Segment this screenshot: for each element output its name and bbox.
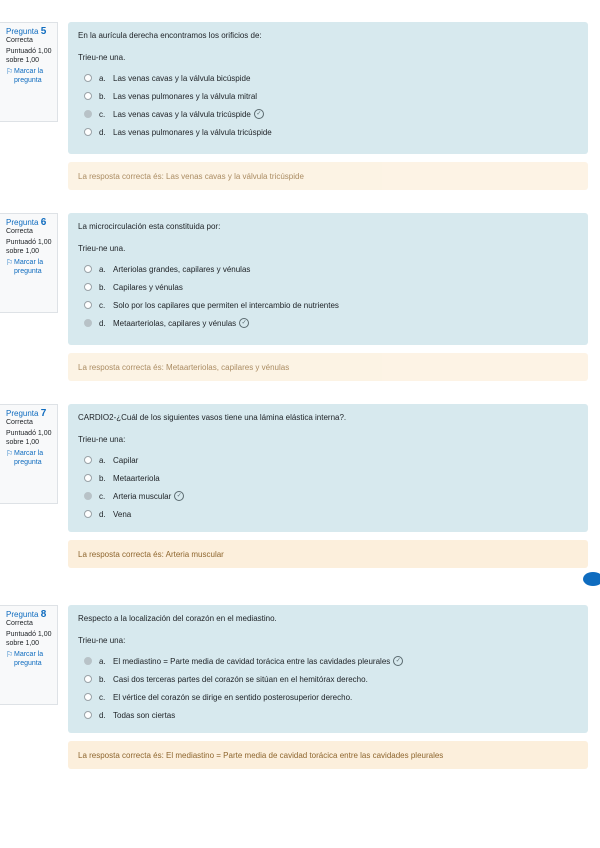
radio-button[interactable] [84, 474, 92, 482]
flag-question-link[interactable] [6, 650, 57, 668]
radio-button[interactable] [84, 74, 92, 82]
question-content [68, 605, 588, 769]
flag-label: Marcar la pregunta [14, 651, 44, 667]
flag-icon: ⚐ [6, 258, 14, 267]
question-mark: Puntuadó 1,00 sobre 1,00 [6, 430, 52, 446]
flag-icon: ⚐ [6, 67, 14, 76]
answer-text: El mediastino = Parte media de cavidad torácica entre las cavidades pleurales [113, 656, 391, 666]
radio-button-selected[interactable] [84, 492, 92, 500]
radio-button[interactable] [84, 92, 92, 100]
answer-option[interactable] [78, 296, 578, 314]
answer-letter: b. [99, 282, 106, 292]
scroll-to-top-button[interactable] [583, 572, 600, 586]
question-text: Respecto a la localización del corazón en el mediastino. [78, 614, 277, 623]
flag-question-link[interactable] [6, 258, 57, 276]
answer-text: Las venas pulmonares y la válvula mitral [113, 91, 258, 101]
answer-text: Solo por los capilares que permiten el intercambio de nutrientes [113, 300, 339, 310]
answer-option[interactable] [78, 87, 578, 105]
answer-text: Metaarteriola [113, 473, 160, 483]
question-state: Correcta [6, 620, 33, 627]
question-state: Correcta [6, 37, 33, 44]
answer-text: Capilares y vénulas [113, 282, 183, 292]
check-circle-icon: ✓ [174, 491, 184, 501]
flag-icon: ⚐ [6, 449, 14, 458]
question-content [68, 213, 588, 381]
answer-letter: b. [99, 674, 106, 684]
radio-button[interactable] [84, 283, 92, 291]
answer-letter: d. [99, 509, 106, 519]
question-info [0, 605, 58, 705]
answer-option[interactable] [78, 451, 578, 469]
flag-icon: ⚐ [6, 650, 14, 659]
answer-option[interactable] [78, 314, 578, 332]
question-mark: Puntuadó 1,00 sobre 1,00 [6, 48, 52, 64]
correct-answer-feedback: La resposta correcta és: El mediastino = Parte media de cavidad torácica entre las cavidades pleurales [68, 741, 588, 769]
answer-text: Las venas pulmonares y la válvula tricúspide [113, 127, 272, 137]
answer-text: Casi dos terceras partes del corazón se sitúan en el hemitórax derecho. [113, 674, 368, 684]
answer-option[interactable] [78, 706, 578, 724]
answer-option[interactable] [78, 278, 578, 296]
answer-option[interactable] [78, 469, 578, 487]
answer-letter: d. [99, 710, 106, 720]
check-circle-icon: ✓ [239, 318, 249, 328]
answer-letter: d. [99, 127, 106, 137]
answer-prompt: Trieu-ne una: [78, 435, 126, 444]
answer-letter: b. [99, 91, 106, 101]
answer-letter: c. [99, 692, 106, 702]
answer-option[interactable] [78, 260, 578, 278]
answer-text: Arteriolas grandes, capilares y vénulas [113, 264, 251, 274]
radio-button-selected[interactable] [84, 657, 92, 665]
question-label: Pregunta [6, 218, 39, 227]
answer-letter: a. [99, 264, 106, 274]
answer-letter: a. [99, 656, 106, 666]
answer-option[interactable] [78, 652, 578, 670]
flag-question-link[interactable] [6, 67, 57, 85]
radio-button[interactable] [84, 265, 92, 273]
question-mark: Puntuadó 1,00 sobre 1,00 [6, 631, 52, 647]
answer-letter: c. [99, 491, 106, 501]
answer-prompt: Trieu-ne una. [78, 53, 126, 62]
question-content [68, 22, 588, 190]
flag-label: Marcar la pregunta [14, 68, 44, 84]
radio-button[interactable] [84, 711, 92, 719]
answer-letter: a. [99, 73, 106, 83]
radio-button[interactable] [84, 128, 92, 136]
answer-letter: c. [99, 300, 106, 310]
answer-text: Todas son ciertas [113, 710, 176, 720]
answer-prompt: Trieu-ne una: [78, 636, 126, 645]
question-label: Pregunta [6, 409, 39, 418]
question-number: 8 [40, 609, 47, 620]
radio-button[interactable] [84, 456, 92, 464]
question-content [68, 404, 588, 568]
answer-letter: a. [99, 455, 106, 465]
question-label: Pregunta [6, 27, 39, 36]
correct-answer-feedback: La resposta correcta és: Metaarteriolas, capilares y vénulas [68, 353, 588, 381]
radio-button[interactable] [84, 675, 92, 683]
radio-button-selected[interactable] [84, 110, 92, 118]
answer-letter: b. [99, 473, 106, 483]
flag-label: Marcar la pregunta [14, 450, 44, 466]
question-text: CARDIO2-¿Cuál de los siguientes vasos tiene una lámina elástica interna?. [78, 413, 347, 422]
radio-button[interactable] [84, 693, 92, 701]
question-info [0, 22, 58, 122]
answer-option[interactable] [78, 123, 578, 141]
answer-letter: d. [99, 318, 106, 328]
radio-button-selected[interactable] [84, 319, 92, 327]
answer-option[interactable] [78, 670, 578, 688]
question-mark: Puntuadó 1,00 sobre 1,00 [6, 239, 52, 255]
question-formulation [68, 605, 588, 733]
question-number: 6 [40, 217, 47, 228]
answer-text: Vena [113, 509, 132, 519]
answer-letter: c. [99, 109, 106, 119]
question-state: Correcta [6, 419, 33, 426]
question-info [0, 213, 58, 313]
check-circle-icon: ✓ [254, 109, 264, 119]
radio-button[interactable] [84, 301, 92, 309]
check-circle-icon: ✓ [393, 656, 403, 666]
answer-text: Capilar [113, 455, 139, 465]
answer-text: Las venas cavas y la válvula tricúspide [113, 109, 251, 119]
question-number: 5 [40, 26, 47, 37]
answer-text: Las venas cavas y la válvula bicúspide [113, 73, 251, 83]
answer-option[interactable] [78, 105, 578, 123]
answer-option[interactable] [78, 505, 578, 523]
answer-text: El vértice del corazón se dirige en sentido posterosuperior derecho. [113, 692, 353, 702]
question-info [0, 404, 58, 504]
question-formulation [68, 22, 588, 154]
answer-option[interactable] [78, 69, 578, 87]
answer-option[interactable] [78, 487, 578, 505]
question-formulation [68, 404, 588, 532]
question-text: En la aurícula derecha encontramos los orificios de: [78, 31, 262, 40]
question-formulation [68, 213, 588, 345]
answer-text: Arteria muscular [113, 491, 172, 501]
question-text: La microcirculación esta constituida por: [78, 222, 221, 231]
answer-text: Metaarteriolas, capilares y vénulas [113, 318, 237, 328]
answer-prompt: Trieu-ne una. [78, 244, 126, 253]
question-state: Correcta [6, 228, 33, 235]
correct-answer-feedback: La resposta correcta és: Arteria muscular [68, 540, 588, 568]
correct-answer-feedback: La resposta correcta és: Las venas cavas y la válvula tricúspide [68, 162, 588, 190]
flag-question-link[interactable] [6, 449, 57, 467]
flag-label: Marcar la pregunta [14, 259, 44, 275]
radio-button[interactable] [84, 510, 92, 518]
answer-option[interactable] [78, 688, 578, 706]
question-label: Pregunta [6, 610, 39, 619]
question-number: 7 [40, 408, 47, 419]
